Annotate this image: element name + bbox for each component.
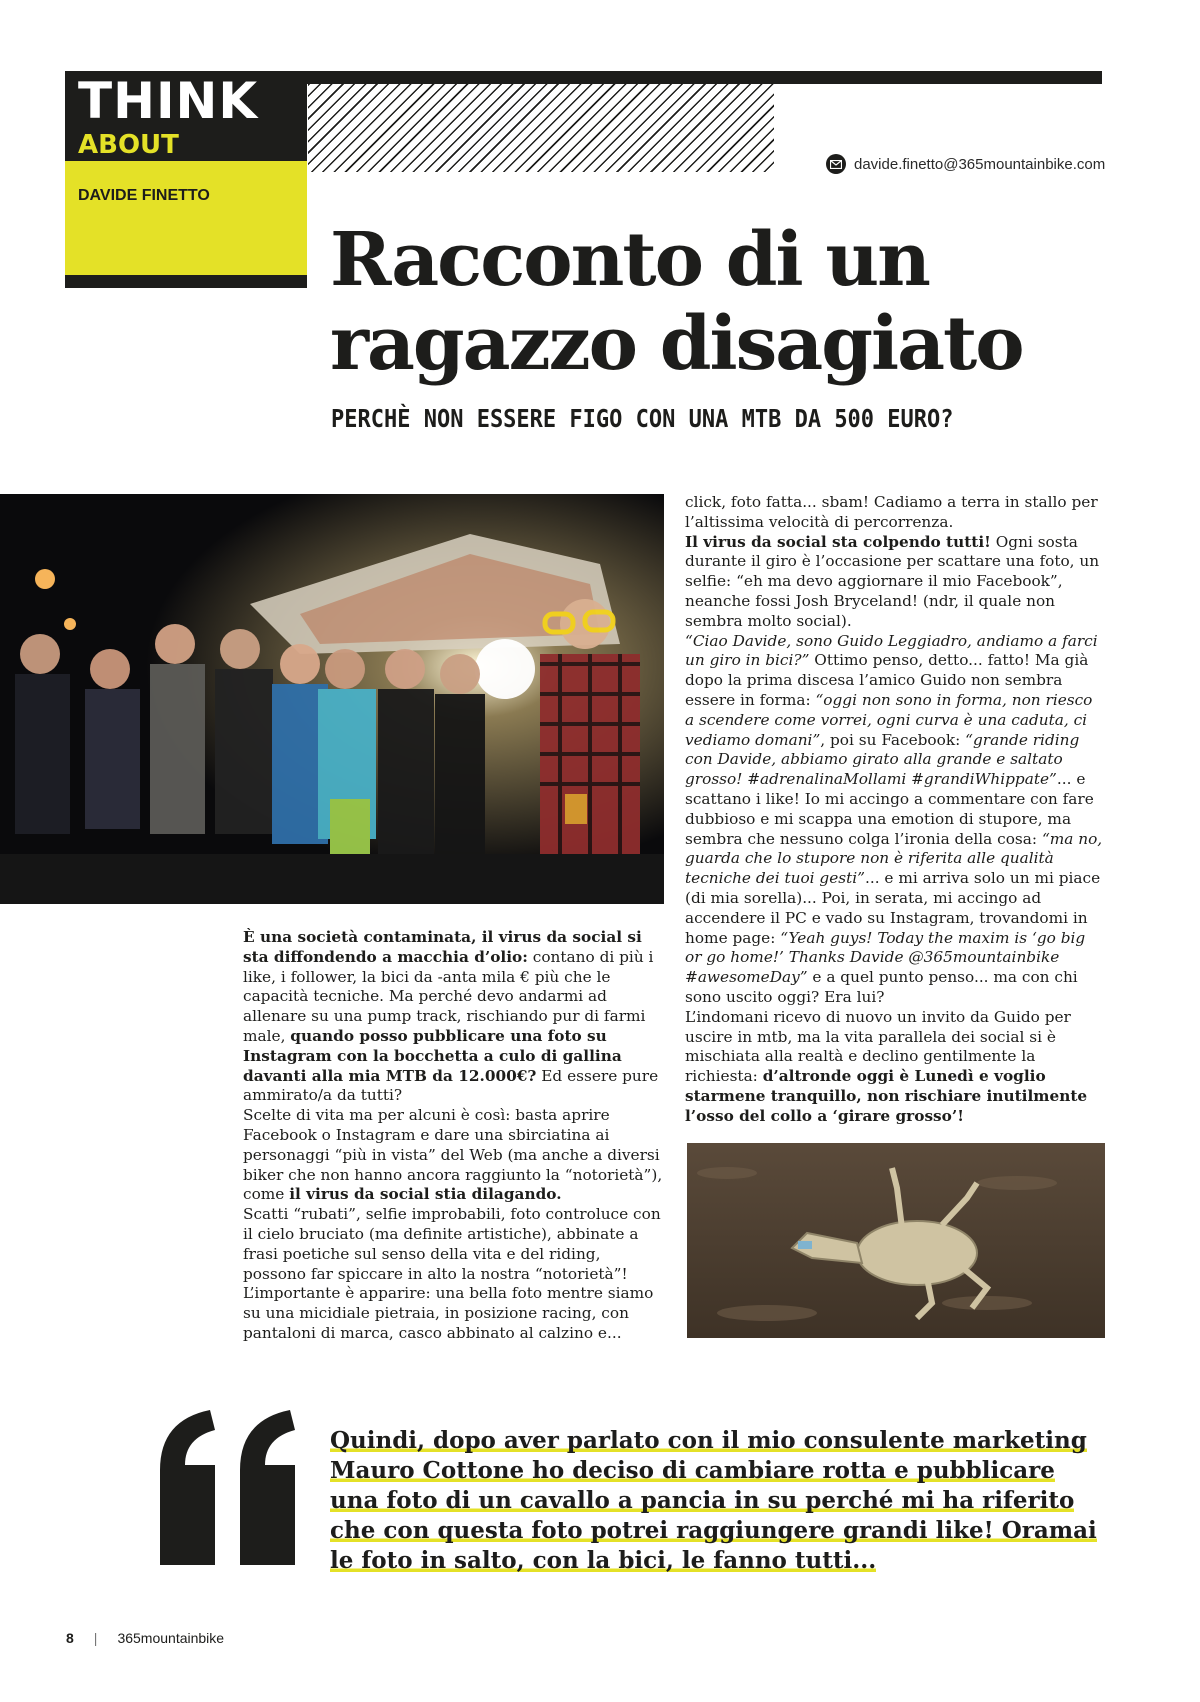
paragraph-run: ... e mi arriva solo un mi piace (di mia sorella)... Poi, in serata, mi accingo ad accendere il PC e vado su Instagram, trovandomi in home page: xyxy=(685,869,1101,947)
paragraph-run: , poi su Facebook: xyxy=(820,730,966,749)
paragraph-run: “grande riding con Davide, abbiamo girato alla grande e saltato grosso! #adrenalinaMollami #grandiWhippate” xyxy=(685,730,1080,789)
publication-name: 365mountainbike xyxy=(117,1630,225,1646)
party-photo xyxy=(0,494,664,904)
section-subtitle: ABOUT xyxy=(78,130,179,160)
page-number: 8 xyxy=(66,1630,74,1646)
author-email[interactable] xyxy=(826,154,1105,174)
paragraph-run: Il virus da social sta colpendo tutti! xyxy=(685,532,991,551)
paragraph-run: ... e scattano i like! Io mi accingo a commentare con fare dubbioso e mi scappa una emotion di stupore, ma sembra che nessuno colga l’ironia della cosa: xyxy=(685,770,1094,848)
paragraph-run: Ogni sosta durante il giro è l’occasione per scattare una foto, un selfie: “eh ma devo aggiornare il mio Facebook”, neanche fossi Josh Bryceland! (ndr, il quale non sembra molto social). xyxy=(685,532,1100,630)
page-footer xyxy=(66,1630,224,1646)
decorative-hatch-pattern xyxy=(308,84,774,172)
footer-separator: | xyxy=(93,1630,98,1646)
quote-open-icon xyxy=(150,1410,310,1574)
pull-quote xyxy=(330,1426,1110,1576)
article-subheadline: PERCHÈ NON ESSERE FIGO CON UNA MTB DA 500 EURO? xyxy=(331,405,954,434)
email-text[interactable]: davide.finetto@365mountainbike.com xyxy=(854,155,1106,173)
paragraph-run: contano di più i like, i follower, la bici da -anta mila € più che le capacità tecniche. Ma perché devo andarmi ad allenare su una pump track, rischiando pur di farmi male, xyxy=(243,947,654,1045)
section-label-bottom-strip xyxy=(65,275,307,288)
author-name: DAVIDE FINETTO xyxy=(78,187,210,204)
article-left-column xyxy=(243,928,663,1344)
mail-icon xyxy=(826,154,846,174)
author-label-block xyxy=(65,161,307,275)
paragraph-run: d’altronde oggi è Lunedì e voglio starmene tranquillo, non rischiare inutilmente l’osso del collo a ‘girare grosso’! xyxy=(685,1067,1088,1125)
paragraph-run: “ma no, guarda che lo stupore non è riferita alle qualità tecniche dei tuoi gesti” xyxy=(685,829,1103,888)
paragraph-run: “oggi non sono in forma, non riesco a scendere come vorrei, ogni curva è una caduta, ci vediamo domani” xyxy=(685,690,1093,749)
paragraph-run: quando posso pubblicare una foto su Instagram con la bocchetta a culo di gallina davanti alla mia MTB da 12.000€? xyxy=(243,1026,622,1085)
paragraph-run: “Ciao Davide, sono Guido Leggiadro, andiamo a farci un giro in bici?” xyxy=(685,631,1098,670)
paragraph-run: Ed essere pure ammirato/a da tutti? Scelte di vita ma per alcuni è così: basta aprire Facebook o Instagram e dare una sbirciatina ai personaggi “più in vista” del Web (ma anche a diversi biker che non hanno ancora raggiunto la “notorietà”), come xyxy=(243,1066,663,1204)
paragraph-run: click, foto fatta... sbam! Cadiamo a terra in stallo per l’altissima velocità di percorrenza. xyxy=(685,493,1098,531)
paragraph-run: È una società contaminata, il virus da social si sta diffondendo a macchia d’olio: xyxy=(243,928,642,966)
article-right-column xyxy=(685,493,1105,1127)
section-title: THINK xyxy=(78,72,259,130)
pull-quote-text: Quindi, dopo aver parlato con il mio consulente marketing Mauro Cottone ho deciso di cambiare rotta e pubblicare una foto di un cavallo a pancia in su perché mi ha riferito che con questa foto potrei raggiungere grandi like! Oramai le foto in salto, con la bici, le fanno tutti... xyxy=(330,1427,1097,1574)
article-headline: Racconto di un ragazzo disagiato xyxy=(330,217,1023,387)
horse-photo xyxy=(687,1143,1105,1338)
paragraph-run: Scatti “rubati”, selfie improbabili, foto controluce con il cielo bruciato (ma definite artistiche), abbinate a frasi poetiche sul senso della vita e del riding, possono far spiccare in alto la nostra “notorietà”! L’importante è apparire: una bella foto mentre siamo su una micidiale pietraia, in posizione racing, con pantaloni di marca, casco abbinato al calzino e... xyxy=(243,1205,661,1342)
paragraph-run: “Yeah guys! Today the maxim is ‘go big or go home!’ Thanks Davide @365mountainbike #awesomeDay” xyxy=(685,928,1086,987)
paragraph-run: Ottimo penso, detto... fatto! Ma già dopo la prima discesa l’amico Guido non sembra essere in forma: xyxy=(685,651,1089,709)
paragraph-run: il virus da social stia dilagando. xyxy=(289,1185,562,1204)
paragraph-run: e a quel punto penso... ma con chi sono uscito oggi? Era lui? L’indomani ricevo di nuovo un invito da Guido per uscire in mtb, ma la vita parallela dei social si è mischiata alla realtà e declino gentilmente la richiesta: xyxy=(685,968,1078,1086)
